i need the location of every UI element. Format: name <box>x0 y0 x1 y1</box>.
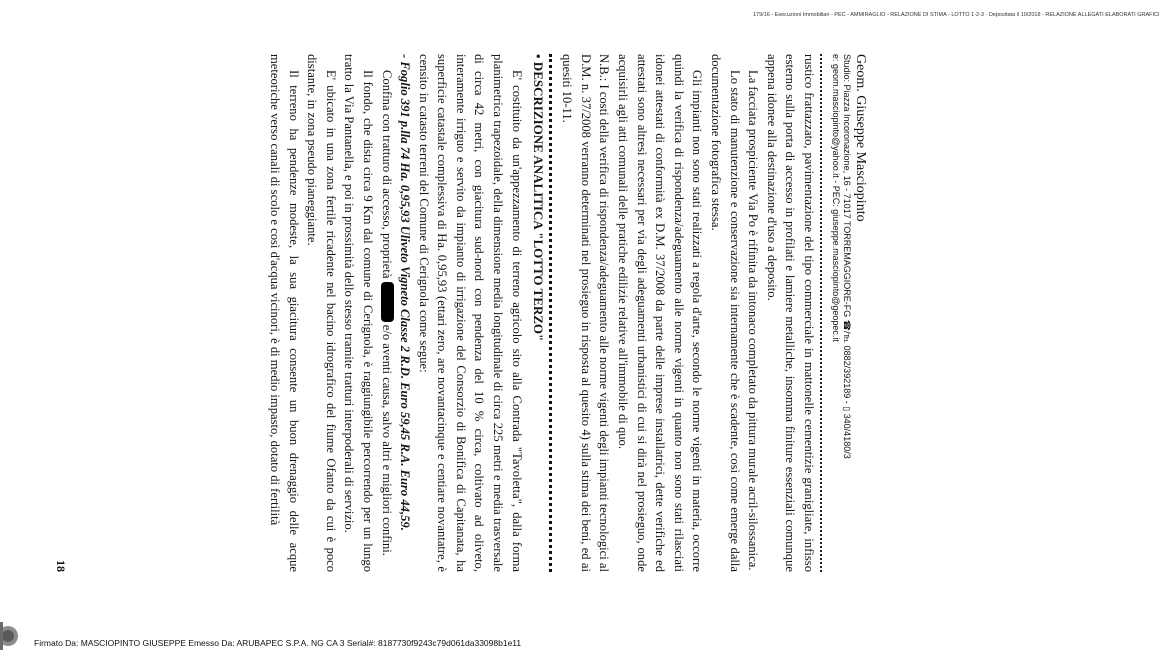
letterhead-name: Geom. Giuseppe Masciopinto <box>853 54 868 222</box>
paragraph-maintenance: Lo stato di manutenzione e conservazione sia internamente che è scadente, così come emerge dalla documentazione fotografica stessa. <box>709 54 742 572</box>
section-title: • DESCRIZIONE ANALITICA "LOTTO TERZO" <box>530 54 546 342</box>
cadastral-parcel: - Foglio 391 p.lla 74 Ha. 0,95,93 Uliveto Vigneto Classe 2 R.D. Euro 59,45 R.A. Euro 44,59. <box>398 54 413 531</box>
letterhead-address: Studio: Piazza Incoronazione, 16 - 71017 TORREMAGGIORE-FG ☎/℡ 0882/392189 - ▯ 340/4180/3 <box>842 54 852 459</box>
page-content <box>265 54 869 572</box>
boundaries-text-end: e/o aventi causa, salvo altri e migliori confini. <box>379 324 394 556</box>
paragraph-nb: N.B.: I costi della verifica di rispondenza/adeguamento alle norme vigenti degli impianti tecnologici al D.M. n. 37/2008 verranno determinati nel prosieguo in risposta al quesito 4) sulla stima dei beni, ed ai quesiti 10-11. <box>560 54 612 572</box>
boundaries-text-start: Confina con tratturo di accesso, proprietà <box>379 70 394 279</box>
seal-icon <box>0 618 24 654</box>
section-divider <box>549 54 552 572</box>
paragraph-lot-description: E' costituito da un'appezzamento di terreno agricolo sito alla Contrada "Tavoletta", dalla forma planimetrica trapezoidale, della dimensione media longitudinale di circa 225 metri e media trasversale di circa 42 metri, con giacitura sud-nord con pendenza del 10 % circa, coltivato ad oliveto, interamente irriguo e servito da impianto di irrigazione del Consorzio di Bonifica di Capitanata, ha superficie catastale complessiva di Ha. 0,95,93 (ettari zero, are novantacinque e centiare novantatre, è censito in catasto terreni del Comune di Cerignola come segue: <box>416 54 524 572</box>
letterhead <box>830 54 869 572</box>
rotated-page <box>13 0 1160 600</box>
paragraph-facade: La facciata prospiciente Via Po è rifinita da intonaco completato da pittura murale acril-silossanica. <box>746 70 761 571</box>
paragraph-boundaries <box>377 54 396 572</box>
paragraph-systems: Gli impianti non sono stati realizzati a regola d'arte, secondo le norme vigenti in materia, occorre quindi la verifica di rispondenza/adeguamento alle norme vigenti in quanto non sono stati rilasciati idonei attestati di conformità ex D.M. 37/2008 da parte delle imprese installatrici, dette verifiche ed attestati sono altresì necessari per via degli adeguamenti urbanistici di cui si dirà nel prosieguo, onde acquisirli agli atti comunali delle pratiche edilizie relative all'immobile di quo. <box>616 54 705 572</box>
digital-signature: Firmato Da: MASCIOPINTO GIUSEPPE Emesso Da: ARUBAPEC S.P.A. NG CA 3 Serial#: 8187730f9243c79d061da33098b1e11 <box>34 638 522 648</box>
page-number: 18 <box>54 560 68 572</box>
paragraph-zone: E' ubicato in una zona fertile ricadente nel bacino idrografico del fiume Ofanto da cui è poco distante, in zona pseudo pianeggiante. <box>305 54 338 572</box>
letterhead-email: e: geom.masciopinto@yahoo.it - PEC: giuseppe.masciopinto@geopec.it <box>831 54 841 342</box>
signature-footer <box>0 612 893 670</box>
header-rule <box>820 54 822 572</box>
paragraph-finishes: rustico frattazzato, pavimentazione del tipo commerciale in mattonelle cementizie granigliate, infisso esterno sulla porta di accesso in profilati e lamiere metalliche, insomma finiture essenziali comunque appena idonee alla destinazione d'uso a deposito. <box>764 54 816 572</box>
paragraph-location: Il fondo, che dista circa 9 Km dal comune di Cerignola, è raggiungibile percorrendo per un lungo tratto la Via Pantanella, e poi in prossimità dello stesso tramite tratturi interpoderali di servizio. <box>342 54 375 572</box>
margin-note-text: 179/16 - Esecuzioni Immobiliari - PEC - AMMIRAGLIO - RELAZIONE DI STIMA - LOTTO 1-2-3 - Depositata il 10/2018 - RELAZIONE ALLEGATI ELABORATI GRAFICI <box>753 12 1160 18</box>
redaction-mark <box>381 282 394 322</box>
paragraph-terrain: Il terreno ha pendenze modeste, la sua giacitura consente un buon drenaggio delle acque meteoriche verso canali di scolo e così d'acqua vicinori, è di medio impasto, dotato di fertilità <box>267 54 301 572</box>
